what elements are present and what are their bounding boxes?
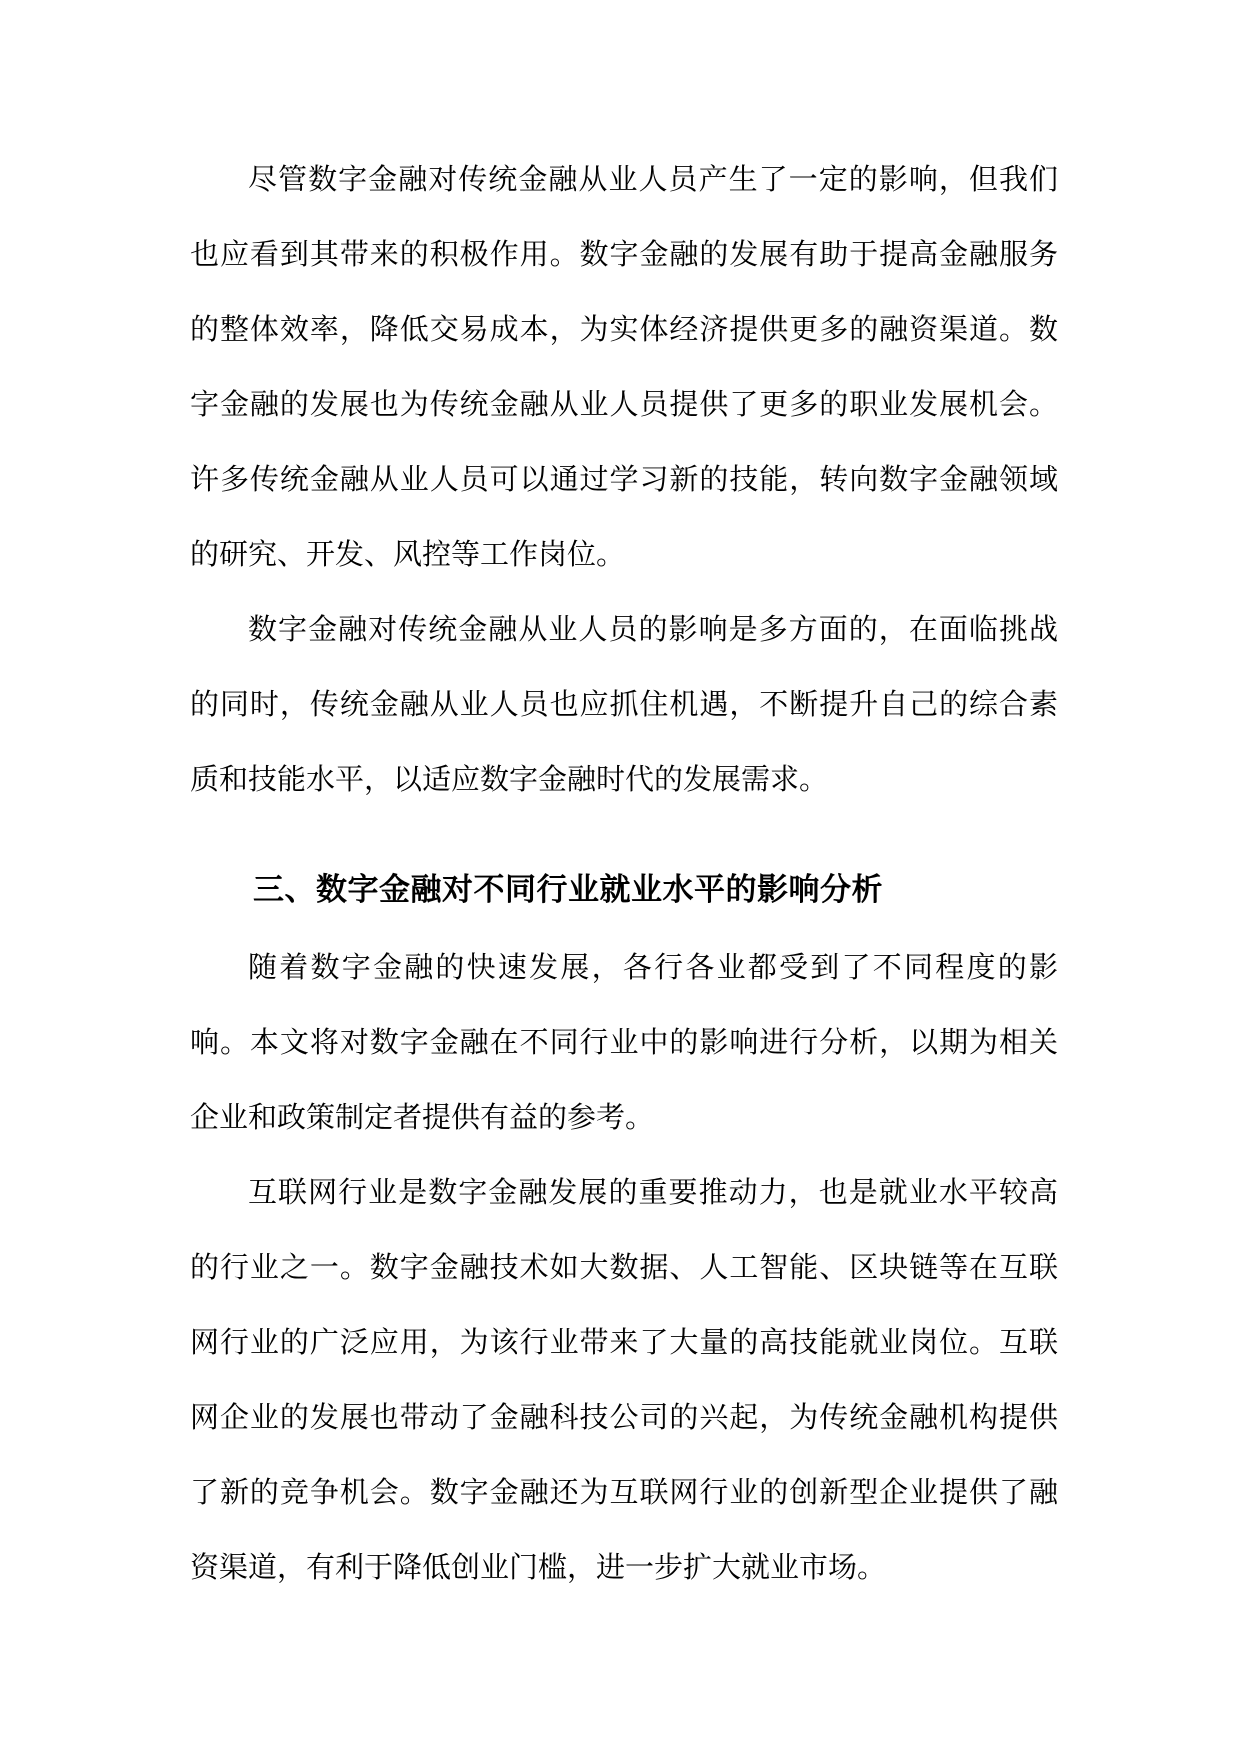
paragraph-internet-industry: 互联网行业是数字金融发展的重要推动力，也是就业水平较高的行业之一。数字金融技术如大数据、人工智能、区块链等在互联网行业的广泛应用，为该行业带来了大量的高技能就业岗位。互联网企业的发展也带动了金融科技公司的兴起，为传统金融机构提供了新的竞争机会。数字金融还为互联网行业的创新型企业提供了融资渠道，有利于降低创业门槛，进一步扩大就业市场。 [190, 1175, 1058, 1584]
section-heading: 三、数字金融对不同行业就业水平的影响分析 [253, 872, 883, 908]
paragraph-industry-impact-intro: 随着数字金融的快速发展，各行各业都受到了不同程度的影响。本文将对数字金融在不同行业中的影响进行分析，以期为相关企业和政策制定者提供有益的参考。 [190, 950, 1058, 1134]
paragraph-digital-finance-positive-effects: 尽管数字金融对传统金融从业人员产生了一定的影响，但我们也应看到其带来的积极作用。数字金融的发展有助于提高金融服务的整体效率，降低交易成本，为实体经济提供更多的融资渠道。数字金融的发展也为传统金融从业人员提供了更多的职业发展机会。许多传统金融从业人员可以通过学习新的技能，转向数字金融领域的研究、开发、风控等工作岗位。 [190, 162, 1058, 571]
paragraph-multifaceted-impact: 数字金融对传统金融从业人员的影响是多方面的，在面临挑战的同时，传统金融从业人员也应抓住机遇，不断提升自己的综合素质和技能水平，以适应数字金融时代的发展需求。 [190, 612, 1058, 796]
document-body [190, 142, 1058, 1605]
